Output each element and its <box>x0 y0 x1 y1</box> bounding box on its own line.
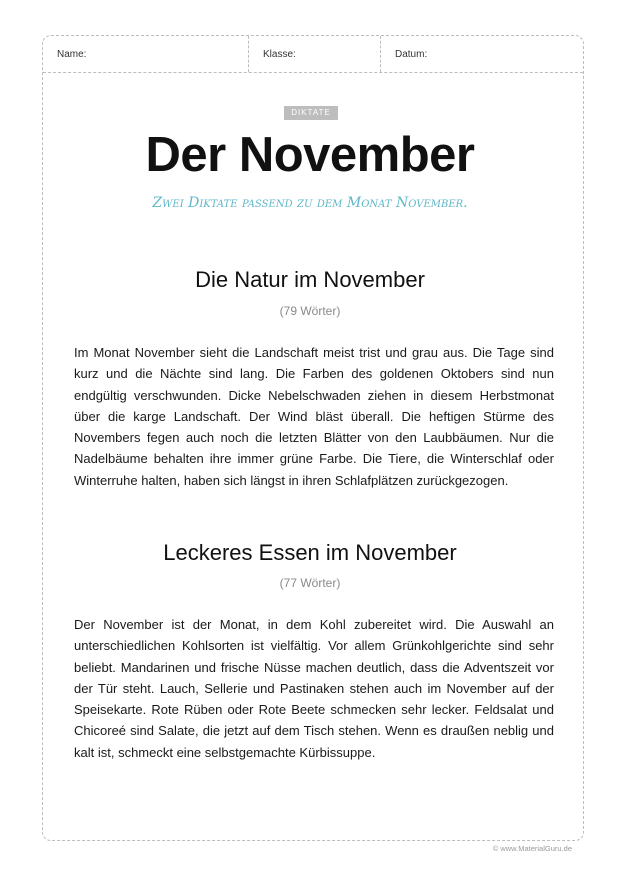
name-field[interactable] <box>43 36 249 72</box>
date-label: Datum: <box>395 48 428 60</box>
student-info-header <box>43 36 583 73</box>
section-title-nature: Die Natur im November <box>195 267 425 292</box>
word-count-nature: (79 Wörter) <box>279 304 341 318</box>
class-label: Klasse: <box>263 48 296 60</box>
word-count-food: (77 Wörter) <box>279 576 341 590</box>
class-field[interactable] <box>249 36 381 72</box>
name-label: Name: <box>57 48 87 60</box>
dictation-text-food: Der November ist der Monat, in dem Kohl zubereitet wird. Die Auswahl an unterschiedlichen Kohlsorten ist vielfältig. Vor allem Grünkohlgerichte sind sehr beliebt. Mandarinen und frische Nüsse machen deutlich, dass die Adventszeit vor der Tür steht. Lauch, Sellerie und Pastinaken stehen auch im November auf der Speisekarte. Rote Rüben oder Rote Beete schmecken sehr lecker. Feldsalat und Chicoreé sind Salate, die jetzt auf dem Tisch stehen. Wenn es draußen neblig und kalt ist, schmeckt eine selbstgemachte Kürbissuppe. <box>74 617 554 760</box>
section-title-food: Leckeres Essen im November <box>163 540 457 565</box>
page-title: Der November <box>145 128 475 182</box>
copyright-footer: © www.MaterialGuru.de <box>492 844 572 853</box>
dictation-text-nature: Im Monat November sieht die Landschaft meist trist und grau aus. Die Tage sind kurz und die Nächte sind lang. Die Farben des goldenen Oktobers sind nun endgültig verschwunden. Dicke Nebelschwaden ziehen in diesem Herbstmonat über die karge Landschaft. Der Wind bläst überall. Die heftigen Stürme des Novembers fegen auch noch die letzten Blätter von den Laubbäumen. Nur die Nadelbäume behalten ihre immer grüne Farbe. Die Tiere, die Winterschlaf oder Winterruhe halten, haben sich längst in ihren Schlafplätzen zurückgezogen. <box>74 345 554 488</box>
page-subtitle: Zwei Diktate passend zu dem Monat November. <box>152 195 468 211</box>
date-field[interactable] <box>381 36 583 72</box>
category-badge: DIKTATE <box>284 106 338 120</box>
